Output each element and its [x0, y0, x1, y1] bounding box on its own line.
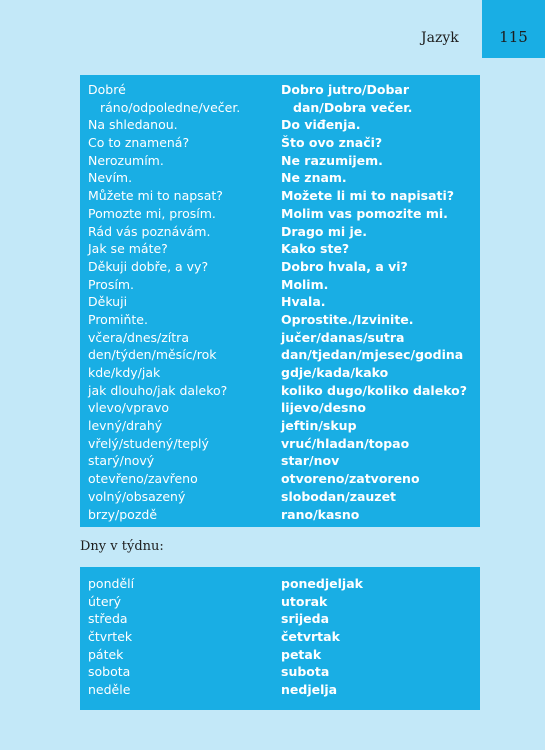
czech-term: Děkuji — [88, 294, 128, 310]
czech-term: sobota — [88, 664, 131, 680]
croatian-term: rano/kasno — [281, 506, 360, 522]
czech-term: úterý — [88, 593, 122, 609]
phrase-row — [88, 311, 480, 329]
croatian-term: vruć/hladan/topao — [281, 435, 410, 451]
czech-term: ráno/odpoledne/večer. — [100, 99, 241, 115]
czech-term: středa — [88, 611, 128, 627]
phrase-row — [88, 205, 480, 223]
czech-term: kde/kdy/jak — [88, 365, 161, 380]
czech-term: Pomozte mi, prosím. — [88, 205, 216, 221]
croatian-term: Dobro jutro/Dobar — [281, 82, 410, 97]
day-row — [88, 593, 480, 611]
croatian-term: dan/Dobra večer. — [293, 99, 413, 115]
croatian-term: Što ovo znači? — [281, 135, 383, 151]
czech-term: otevřeno/zavřeno — [88, 471, 198, 487]
phrase-row — [88, 329, 480, 347]
section-label: Jazyk — [421, 30, 459, 46]
phrase-row — [88, 417, 480, 435]
czech-term: pondělí — [88, 576, 135, 591]
croatian-term: gdje/kada/kako — [281, 365, 389, 380]
czech-term: Jak se máte? — [88, 241, 168, 257]
czech-term: čtvrtek — [88, 629, 133, 645]
czech-term: vlevo/vpravo — [88, 400, 169, 416]
phrase-row — [88, 293, 480, 311]
phrase-row — [88, 506, 480, 524]
day-row — [88, 646, 480, 664]
day-row — [88, 681, 480, 699]
croatian-term: četvrtak — [281, 629, 340, 645]
croatian-term: dan/tjedan/mjesec/godina — [281, 347, 464, 363]
phrase-row — [88, 99, 480, 117]
croatian-term: Ne razumijem. — [281, 152, 383, 168]
phrase-row — [88, 435, 480, 453]
croatian-term: Molim. — [281, 276, 329, 292]
croatian-term: slobodan/zauzet — [281, 488, 397, 504]
croatian-term: ponedjeljak — [281, 576, 363, 591]
phrase-row — [88, 346, 480, 364]
croatian-term: Kako ste? — [281, 241, 350, 257]
croatian-term: Ne znam. — [281, 170, 347, 186]
croatian-term: Drago mi je. — [281, 223, 368, 239]
page-number: 115 — [499, 28, 528, 46]
day-row — [88, 628, 480, 646]
day-row — [88, 663, 480, 681]
phrase-row — [88, 258, 480, 276]
phrase-row — [88, 276, 480, 294]
croatian-term: Možete li mi to napisati? — [281, 188, 455, 204]
croatian-term: Molim vas pomozite mi. — [281, 205, 448, 221]
croatian-term: star/nov — [281, 453, 340, 469]
phrase-row — [88, 364, 480, 382]
phrase-row — [88, 81, 480, 99]
czech-term: včera/dnes/zítra — [88, 329, 189, 345]
croatian-term: Oprostite./Izvinite. — [281, 311, 414, 327]
czech-term: Prosím. — [88, 276, 134, 292]
croatian-term: Dobro hvala, a vi? — [281, 258, 408, 274]
croatian-term: koliko dugo/koliko daleko? — [281, 382, 468, 398]
croatian-term: jučer/danas/sutra — [281, 329, 405, 345]
czech-term: den/týden/měsíc/rok — [88, 347, 217, 363]
czech-term: pátek — [88, 646, 124, 662]
croatian-term: srijeda — [281, 611, 330, 627]
days-box — [80, 567, 480, 710]
croatian-term: petak — [281, 646, 322, 662]
croatian-term: nedjelja — [281, 682, 338, 698]
croatian-term: Hvala. — [281, 294, 326, 310]
czech-term: Můžete mi to napsat? — [88, 188, 223, 204]
phrase-row — [88, 223, 480, 241]
phrase-row — [88, 470, 480, 488]
czech-term: vřelý/studený/teplý — [88, 435, 209, 451]
czech-term: Na shledanou. — [88, 117, 178, 133]
czech-term: Nevím. — [88, 170, 133, 186]
croatian-term: utorak — [281, 593, 328, 609]
phrase-row — [88, 240, 480, 258]
phrase-row — [88, 134, 480, 152]
days-heading: Dny v týdnu: — [80, 539, 164, 554]
czech-term: jak dlouho/jak daleko? — [88, 382, 228, 398]
czech-term: neděle — [88, 682, 131, 698]
croatian-term: lijevo/desno — [281, 400, 366, 416]
page-number-tab — [482, 0, 545, 58]
croatian-term: jeftin/skup — [281, 418, 357, 434]
day-row — [88, 575, 480, 593]
czech-term: Co to znamená? — [88, 135, 190, 151]
phrases-list — [88, 81, 480, 523]
czech-term: Promiňte. — [88, 311, 148, 327]
phrase-row — [88, 399, 480, 417]
days-list — [88, 575, 480, 699]
phrase-row — [88, 382, 480, 400]
phrase-row — [88, 488, 480, 506]
czech-term: Nerozumím. — [88, 152, 164, 168]
croatian-term: subota — [281, 664, 330, 680]
croatian-term: Do viđenja. — [281, 117, 361, 133]
czech-term: volný/obsazený — [88, 488, 186, 504]
phrase-row — [88, 152, 480, 170]
czech-term: starý/nový — [88, 453, 155, 469]
phrase-row — [88, 116, 480, 134]
czech-term: Dobré — [88, 82, 126, 97]
czech-term: Děkuji dobře, a vy? — [88, 258, 209, 274]
czech-term: Rád vás poznávám. — [88, 223, 211, 239]
day-row — [88, 610, 480, 628]
croatian-term: otvoreno/zatvoreno — [281, 471, 420, 487]
phrase-row — [88, 452, 480, 470]
czech-term: levný/drahý — [88, 418, 163, 434]
phrase-row — [88, 187, 480, 205]
phrases-box — [80, 75, 480, 527]
phrase-row — [88, 169, 480, 187]
czech-term: brzy/pozdě — [88, 506, 158, 522]
